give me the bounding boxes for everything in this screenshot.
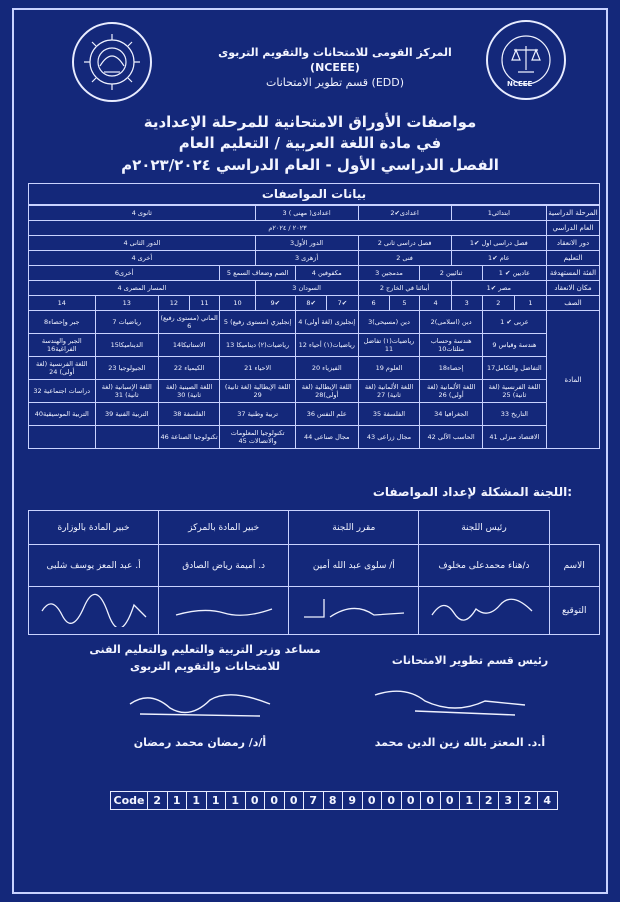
code-digit: 8 [323,792,343,809]
subject-cell: الفيزياء 20 [295,357,358,380]
grade-cell: 13 [95,296,159,311]
grade-label: الصف [547,296,600,311]
grade-cell: 2 [482,296,514,311]
grade-row [29,296,600,311]
code-digit: 0 [284,792,304,809]
spec-cell: ثنائيين 2 [420,266,482,281]
grade-cell: 5 [389,296,420,311]
subject-cell: هندسة وحساب مثلثات10 [420,334,482,357]
subject-cell: دين (مسيحى)3 [358,311,420,334]
subject-row [29,380,600,403]
subject-cell: تكنولوجيا المعلومات والاتصالات 45 [220,426,296,449]
code-digit: 1 [167,792,187,809]
subject-cell: هندسة وقياس 9 [482,334,546,357]
code-digit: 0 [264,792,284,809]
subject-cell: الكيمياء 22 [159,357,220,380]
grade-cell: 11 [189,296,220,311]
subject-cell: العلوم 19 [358,357,420,380]
spec-cell: مدمجين 3 [358,266,420,281]
subject-row [29,311,600,334]
spec-cell: الصم وضعاف السمع 5 [220,266,296,281]
spec-cell: المسار المصرى 4 [29,281,256,296]
committee-table [28,510,600,635]
code-digit: 1 [206,792,226,809]
subject-cell: تربية وطنية 37 [220,403,296,426]
signature-center-expert [159,587,289,635]
role-rapporteur: مقرر اللجنة [289,511,419,545]
spec-cell: مكفوفين 4 [295,266,358,281]
subject-cell: اللغة الإيطالية (لغة أولى)28 [295,380,358,403]
spec-row-label: دور الانعقاد [547,236,600,251]
code-digit: 0 [420,792,440,809]
right-approver-signature-icon [365,675,535,725]
signature-ministry-expert [29,587,159,635]
code-digit: 0 [362,792,382,809]
subject-cell: الديناميكا15 [95,334,159,357]
subject-cell: رياضيات 7 [95,311,159,334]
subject-cell: إنجليزي (مستوى رفيع) 5 [220,311,296,334]
subject-row [29,426,600,449]
name-chair: د/هناء محمدعلى مخلوف [419,545,549,587]
subject-cell: الحاسب الآلى 42 [420,426,482,449]
subject-cell: اللغة الفرنسية (لغة ثانية) 25 [482,380,546,403]
subject-cell: دين (اسلامى)2 [420,311,482,334]
code-digit: 0 [401,792,421,809]
subject-cell: التربية الفنية 39 [95,403,159,426]
right-approver-title: رئيس قسم تطوير الامتحانات [391,654,549,667]
spec-row [29,281,600,296]
subject-cell: اللغة الإيطالية (لغة ثانية) 29 [220,380,296,403]
subject-cell [29,426,96,449]
name-ministry-expert: أ. عبد المعز يوسف شلبى [29,545,159,587]
spec-cell: اعدادى( مهنى ) 3 [255,206,358,221]
subject-cell: التاريخ 33 [482,403,546,426]
subject-cell: إنجليزى (لغة أولى) 4 [295,311,358,334]
code-digit: 7 [303,792,323,809]
spec-cell: الدور الثانى 4 [29,236,256,251]
subject-cell: رياضيات(٢) ديناميكا 13 [220,334,296,357]
subject-cell: الاقتصاد منزلى 41 [482,426,546,449]
subject-cell: علم النفس 36 [295,403,358,426]
ministry-logo [72,22,152,102]
spec-cell: مصر ✔1 [451,281,546,296]
subject-cell: الاستاتيكا14 [159,334,220,357]
signature-rapporteur [289,587,419,635]
code-digit: 0 [245,792,265,809]
code-digit: 3 [498,792,518,809]
subject-cell: رياضيات(١) تفاضل 11 [358,334,420,357]
spec-row [29,206,600,221]
subject-row [29,357,600,380]
grade-cell: ✔8 [295,296,326,311]
spec-cell: فنى 2 [358,251,451,266]
doc-title-line1: مواصفات الأوراق الامتحانية للمرحلة الإعدادية [143,113,477,131]
subject-cell: الفلسفة 35 [358,403,420,426]
subject-cell: دراسات اجتماعية 32 [29,380,96,403]
code-digit: 0 [440,792,460,809]
spec-cell: أخرى 4 [29,251,256,266]
signature-chair [419,587,549,635]
role-center-expert: خبير المادة بالمركز [159,511,289,545]
spec-table [28,205,600,449]
subject-cell: اللغة الألمانية (لغة ثانية) 27 [358,380,420,403]
spec-cell: فصل دراسى اول ✔1 [451,236,546,251]
grade-cell: 10 [220,296,255,311]
subject-cell: اللغة الألمانية (لغة أولى) 26 [420,380,482,403]
center-name: المركز القومى للامتحانات والتقويم التربوى (NCEEE) [218,46,452,74]
sign-label: التوقيع [549,587,600,635]
spec-row-label: المرحلة الدراسية [547,206,600,221]
spec-cell: أبنائنا في الخارج 2 [358,281,451,296]
subject-cell: تكنولوجيا الصناعة 46 [159,426,220,449]
grade-cell: 3 [451,296,482,311]
signature-icon [294,591,414,627]
spec-cell: فصل دراسى ثانى 2 [358,236,451,251]
grade-cell: 4 [420,296,451,311]
left-approver-title-2: للامتحانات والتقويم التربوى [130,660,280,673]
code-digit: 2 [479,792,499,809]
spec-heading: بيانات المواصفات [28,183,600,205]
grade-cell: ✔9 [255,296,295,311]
grade-cell: 12 [159,296,190,311]
nceee-logo-text: NCEEE [507,80,533,88]
role-chair: رئيس اللجنة [419,511,549,545]
grade-cell: ✔7 [327,296,358,311]
code-label: Code [113,794,145,807]
code-digit: 4 [537,792,557,809]
grade-cell: 1 [514,296,546,311]
code-digit: 2 [518,792,538,809]
code-digit: 1 [225,792,245,809]
subject-cell: مجال زراعى 43 [358,426,420,449]
spec-cell: أخرى6 [29,266,220,281]
spec-row-label: العام الدراسي [547,221,600,236]
grade-cell: 6 [358,296,389,311]
subject-cell: الجيولوجيا 23 [95,357,159,380]
left-approver-signature-icon [120,680,280,730]
subject-row [29,334,600,357]
spec-row [29,236,600,251]
section-name: قسم تطوير الامتحانات (EDD) [265,76,405,89]
subject-cell: الجبر والهندسة الفراغية16 [29,334,96,357]
subject-cell: التفاضل والتكامل17 [482,357,546,380]
nceee-logo [486,20,566,100]
spec-cell: ثانوى 4 [29,206,256,221]
doc-title-line2: في مادة اللغة العربية / التعليم العام [178,134,442,152]
code-digit: 2 [147,792,167,809]
spec-row [29,251,600,266]
subject-cell: رياضيات(١) أحياء 12 [295,334,358,357]
code-digit: 0 [381,792,401,809]
committee-heading: اللجنة المشكلة لإعداد المواصفات: [372,485,572,499]
spec-cell: الدور الأول3 [255,236,358,251]
spec-cell: عاديين ✔ 1 [482,266,546,281]
subject-cell: اللغة الصينية (لغة ثانية) 30 [159,380,220,403]
subject-cell: اللغة الفرنسية (لغة أولى) 24 [29,357,96,380]
header-block [205,45,465,90]
spec-cell: ٢٠٢٣ / ٢٠٢٤م [29,221,547,236]
subject-cell: إحصاء18 [420,357,482,380]
subject-cell: الجغرافيا 34 [420,403,482,426]
spec-row [29,266,600,281]
spec-cell: اعدادى✔2 [358,206,451,221]
signature-icon [424,591,544,627]
spec-cell: أزهرى 3 [255,251,358,266]
spec-cell: ابتدائى1 [451,206,546,221]
spec-row-label: التعليم [547,251,600,266]
spec-cell: السودان 3 [255,281,358,296]
subject-row [29,403,600,426]
subject-cell: الفلسفة 38 [159,403,220,426]
subject-cell: مجال صناعى 44 [295,426,358,449]
grade-cell: 14 [29,296,96,311]
doc-title-line3: الفصل الدراسي الأول - العام الدراسي ٢٠٢٣/٢٠٢٤م [121,156,499,174]
spec-row-label: مكان الانعقاد [547,281,600,296]
left-approver-name: أ/د/ رمضان محمد رمضان [133,736,267,749]
spec-cell: عام ✔1 [451,251,546,266]
subject-label: المادة [547,311,600,449]
name-rapporteur: أ/ سلوى عبد الله أمين [289,545,419,587]
subject-cell: التربية الموسيقية40 [29,403,96,426]
code-digit: 9 [342,792,362,809]
subject-cell: الاحياء 21 [220,357,296,380]
signature-icon [34,591,154,627]
right-approver-name: أ.د. المعتز بالله زين الدين محمد [374,736,546,749]
subject-cell: اللغة الإسبانية (لغة ثانية) 31 [95,380,159,403]
ministry-emblem-icon [76,26,148,98]
signature-icon [164,591,284,627]
subject-cell: جبر وإحصاء8 [29,311,96,334]
left-approver-title-1: مساعد وزير التربية والتعليم والتعليم الفنى [89,643,321,656]
subject-cell [95,426,159,449]
name-center-expert: د. أميمة رياض الصادق [159,545,289,587]
subject-cell: عربى ✔ 1 [482,311,546,334]
code-digit: 1 [186,792,206,809]
spec-row-label: الفئة المستهدفة [547,266,600,281]
name-label: الاسم [549,545,600,587]
spec-row [29,221,600,236]
subject-cell: الماني (مستوى رفيع) 6 [159,311,220,334]
code-strip [110,791,558,810]
code-digit: 1 [459,792,479,809]
role-ministry-expert: خبير المادة بالوزارة [29,511,159,545]
